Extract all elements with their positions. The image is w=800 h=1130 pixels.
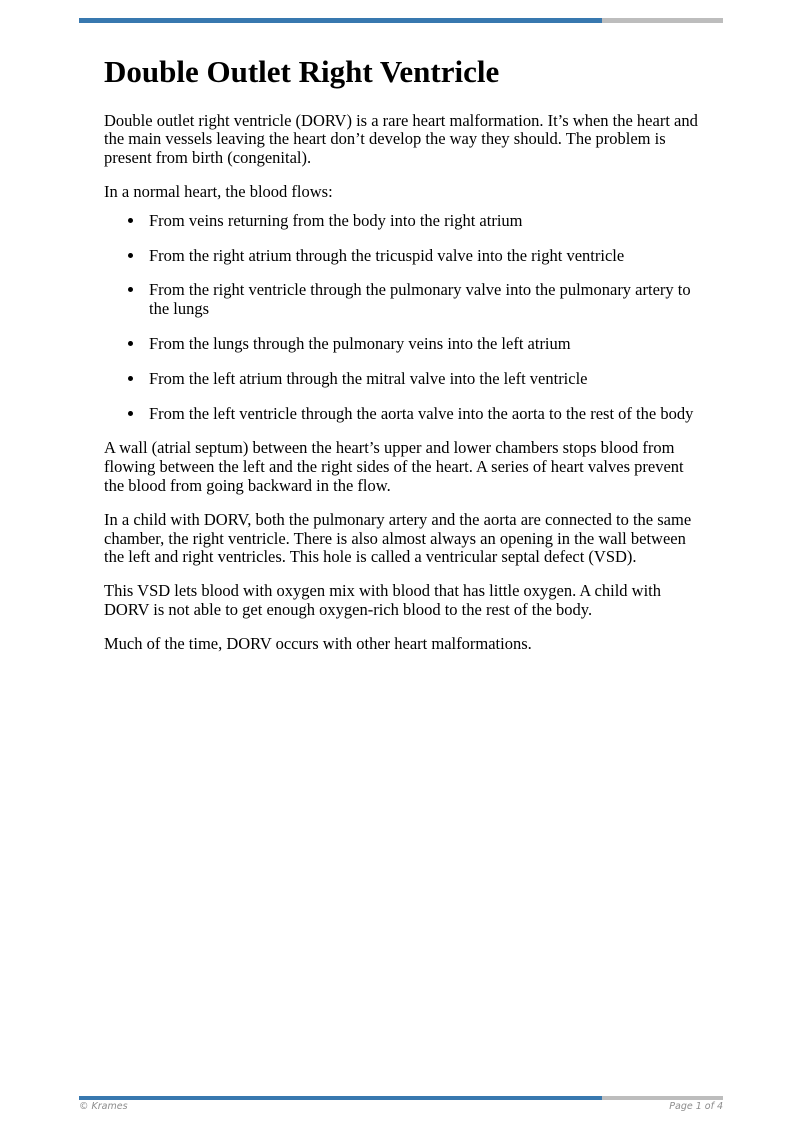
paragraph-other-malformations: Much of the time, DORV occurs with other heart malformations. xyxy=(104,633,532,653)
list-item: • From the right atrium through the tricuspid valve into the right ventricle xyxy=(145,247,700,266)
paragraph-dorv-child: In a child with DORV, both the pulmonary artery and the aorta are connected to the same chamber, the right ventricle. There is also almost always an opening in the wall between the left and right ventricles. This hole is called a ventricular septal defect (VSD). xyxy=(104,509,692,567)
blood-flow-list xyxy=(104,212,700,424)
footer-accent-bar-blue-segment xyxy=(79,1096,602,1100)
paragraph-septum: A wall (atrial septum) between the heart’s upper and lower chambers stops blood from flowing between the left and the right sides of the heart. A series of heart valves prevent the blood from going backward in the flow. xyxy=(104,438,684,495)
list-item: • From the right ventricle through the pulmonary valve into the pulmonary artery to the lungs xyxy=(145,281,700,319)
list-item: • From the left ventricle through the aorta valve into the aorta to the rest of the body xyxy=(145,405,700,424)
copyright-text: © Krames xyxy=(79,1101,128,1112)
paragraph-normal-flow-lead: In a normal heart, the blood flows: xyxy=(104,182,333,202)
paragraph-intro: Double outlet right ventricle (DORV) is a rare heart malformation. It’s when the heart and the main vessels leaving the heart don’t develop the way they should. The problem is present from birth (congenital). xyxy=(104,110,698,168)
page-number: Page 1 of 4 xyxy=(669,1101,723,1112)
list-item: • From the left atrium through the mitral valve into the left ventricle xyxy=(145,370,700,389)
list-item: • From veins returning from the body into the right atrium xyxy=(145,212,700,231)
paragraph-vsd-mix: This VSD lets blood with oxygen mix with blood that has little oxygen. A child with DORV is not able to get enough oxygen-rich blood to the rest of the body. xyxy=(104,581,662,619)
list-item: • From the lungs through the pulmonary veins into the left atrium xyxy=(145,335,700,354)
page-footer xyxy=(79,1101,723,1112)
document-content xyxy=(104,0,700,669)
footer-accent-bar-gray-segment xyxy=(602,1096,723,1100)
page-title: Double Outlet Right Ventricle xyxy=(104,54,500,89)
footer-accent-bar xyxy=(79,1096,723,1100)
